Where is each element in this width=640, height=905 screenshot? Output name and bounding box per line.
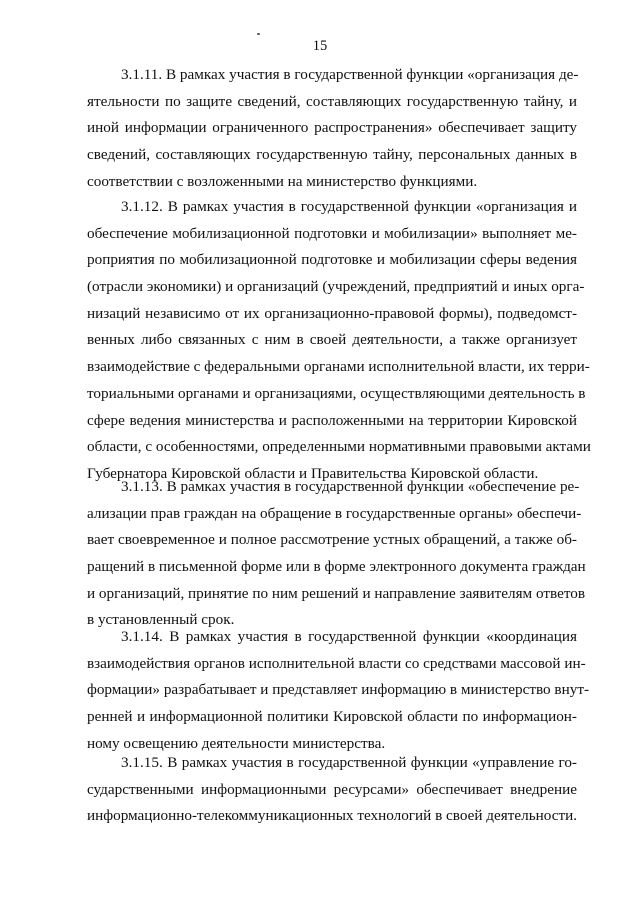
text-line: формации» разрабатывает и представляет информацию в министерство внут- [87,681,590,699]
page-number: 15 [312,38,328,54]
text-line: роприятия по мобилизационной подготовке и мобилизации сферы ведения [87,251,577,269]
scan-speck [257,33,260,35]
text-line: взаимодействие с федеральными органами исполнительной власти, их терри- [87,358,590,376]
text-line: ализации прав граждан на обращение в государственные органы» обеспечи- [87,504,582,522]
paragraph-3-1-14 [87,624,590,757]
text-line: области, с особенностями, определенными нормативными правовыми актами [87,438,591,456]
text-line: сфере ведения министерства и расположенными на территории Кировской [87,411,577,429]
text-line: 3.1.11. В рамках участия в государственной функции «организация де- [121,66,579,83]
paragraph-3-1-13 [87,474,586,634]
text-line: обеспечение мобилизационной подготовки и мобилизации» выполняет ме- [87,224,577,242]
text-line: венных либо связанных с ним в своей деятельности, а также организует [87,331,577,349]
text-line: и организаций, принятие по ним решений и направление заявителям ответов [87,584,586,602]
text-line: 3.1.12. В рамках участия в государственной функции «организация и [121,198,577,215]
text-line: ятельности по защите сведений, составляющих государственную тайну, и [87,92,577,110]
paragraph-3-1-11 [87,62,577,195]
text-line: взаимодействия органов исполнительной власти со средствами массовой ин- [87,654,586,672]
text-line: низаций независимо от их организационно-правовой формы), подведомст- [87,304,577,322]
text-line: сведений, составляющих государственную тайну, персональных данных в [87,146,577,164]
text-line: (отрасли экономики) и организаций (учреждений, предприятий и иных орга- [87,278,585,296]
text-line: ториальными органами и организациями, осуществляющими деятельность в [87,384,586,402]
text-line: ращений в письменной форме или в форме электронного документа граждан [87,558,586,576]
text-line: ному освещению деятельности министерства. [87,734,386,752]
text-line: информационно-телекоммуникационных технологий в своей деятельности. [87,807,578,825]
paragraph-3-1-15 [87,750,577,830]
text-line: 3.1.13. В рамках участия в государственной функции «обеспечение ре- [121,478,580,495]
text-line: сударственными информационными ресурсами» обеспечивает внедрение [87,780,577,798]
text-line: в установленный срок. [87,611,235,629]
text-line: вает своевременное и полное рассмотрение устных обращений, а также об- [87,531,577,549]
text-line: Губернатора Кировской области и Правительства Кировской области. [87,464,539,482]
text-line: 3.1.14. В рамках участия в государственной функции «координация [121,628,577,645]
text-line: ренней и информационной политики Кировской области по информацион- [87,708,577,726]
text-line: иной информации ограниченного распространения» обеспечивает защиту [87,119,577,137]
text-line: соответствии с возложенными на министерство функциями. [87,172,478,190]
text-line: 3.1.15. В рамках участия в государственной функции «управление го- [121,754,577,771]
paragraph-3-1-12 [87,194,591,488]
